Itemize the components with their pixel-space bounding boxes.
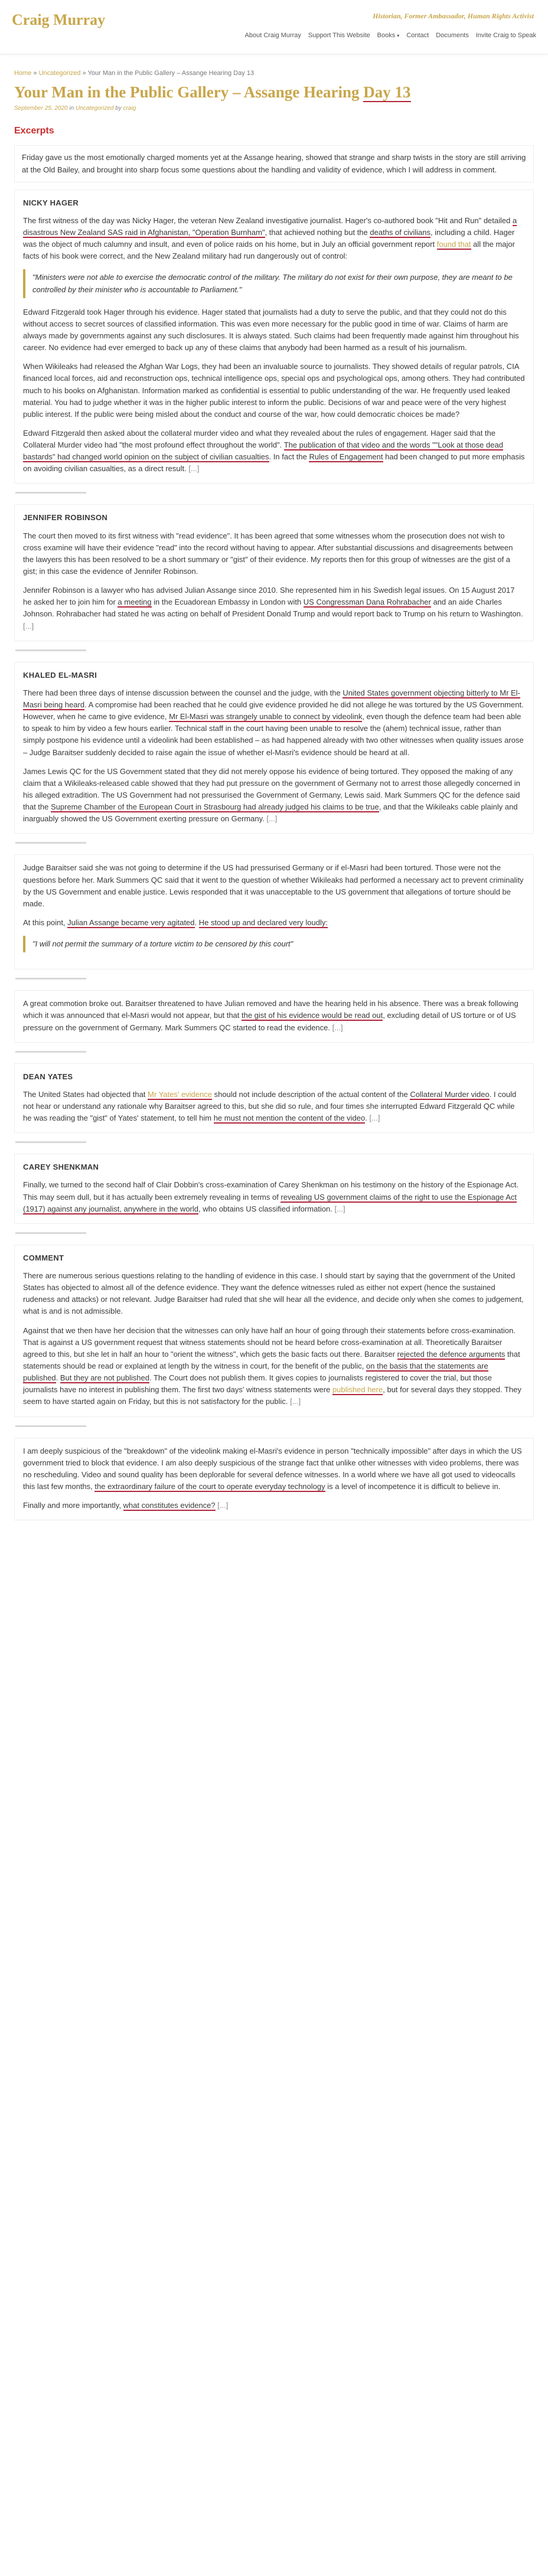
section-khaled-el-masri-continued	[14, 854, 534, 969]
page-title-day: Day 13	[363, 83, 411, 102]
text: . The Court does not publish them. It gives copies to journalists registered to cover the trial, but those journalists have no interest in publishing them. The first two days' witness statements were	[23, 1373, 492, 1395]
highlight-text: what constitutes evidence?	[123, 1501, 216, 1510]
blockquote: "Ministers were not able to exercise the democratic control of the military. The military do not exist for their own purpose, they are meant to be controlled by their minister who is accountable to Parliament."	[23, 269, 525, 298]
paragraph	[23, 687, 525, 759]
highlight-text: US Congressman Dana Rohrabacher	[303, 598, 431, 607]
text: , and that the Wikileaks cable plainly and inarguably showed the US Government exerting pressure on Germany.	[23, 802, 518, 824]
text: At this point,	[23, 918, 68, 927]
text: Jennifer Robinson is a lawyer who has advised Julian Assange since 2010. She represented him in his Swedish legal issues. On 15 August 2017 he asked her to join him for	[23, 586, 515, 607]
nav-about[interactable]: About Craig Murray	[244, 32, 301, 39]
meta-by-label: by	[115, 105, 122, 112]
section-heading: DEAN YATES	[23, 1072, 73, 1081]
intro-box	[14, 145, 534, 182]
site-tagline: Historian, Former Ambassador, Human Rights Activist	[373, 12, 534, 20]
text: , even though the defence team had been able to speak to him by video a few hours earlier. Technical staff in the court having been unable to resolve the (ahem) technical issue, rather than simply postpone his evidence until a videolink had been established – as had happened already with two other witnesses when quality issues arose – Judge Baraitser suddenly decided to raise again the issue of whether el-Masri's evidence should be heard at all.	[23, 712, 524, 757]
section-heading: COMMENT	[23, 1253, 64, 1262]
text: , including a child. Hager was the object of much calumny and insult, and even of police raids on his home, but in July an official government report	[23, 227, 515, 249]
paragraph	[23, 1325, 525, 1408]
text: The first witness of the day was Nicky Hager, the veteran New Zealand investigative journalist. Hager's co-authored book "Hit and Run" detailed	[23, 216, 513, 225]
nav-books[interactable]	[377, 31, 400, 41]
highlight-text: The publication of that video and the words ""Look at those dead bastards" had changed world opinion on the subject of civilian casualties	[23, 440, 503, 462]
text: in the Ecuadorean Embassy in London with	[151, 598, 304, 607]
paragraph	[23, 1445, 525, 1493]
highlight-link[interactable]: deaths of civilians	[370, 227, 431, 237]
text: , who obtains US classified information.	[198, 1204, 335, 1213]
text: , but for several days they stopped. They seem to have started again on Friday, but this is not satisfactory for the public.	[23, 1385, 521, 1406]
highlight-text: he must not mention the content of the video	[213, 1114, 366, 1123]
paragraph	[23, 1179, 525, 1214]
paragraph	[23, 1089, 525, 1124]
section-heading: KHALED EL-MASRI	[23, 670, 97, 680]
breadcrumb	[14, 68, 534, 79]
highlight-text: Supreme Chamber of the European Court in Strasbourg had already judged his claims to be true	[50, 802, 379, 812]
text: is a level of incompetence it is difficult to believe in.	[325, 1481, 501, 1491]
page-title-main: Your Man in the Public Gallery – Assange Hearing	[14, 83, 360, 102]
more-link[interactable]: [...]	[369, 1114, 380, 1123]
text: . In fact the	[269, 452, 309, 462]
text: had been changed to put more emphasis on avoiding civilian casualties, as a direct result.	[23, 452, 525, 474]
post-date[interactable]: September 25, 2020	[14, 105, 68, 112]
section-heading: CAREY SHENKMAN	[23, 1163, 99, 1172]
paragraph: When Wikileaks had released the Afghan War Logs, they had been an invaluable source to journalists. They showed details of regular patrols, CIA financed local forces, aid and reconstruction ops, technical intelligence ops, special ops and psychological ops, among others. They had contributed much to his books on Afghanistan. Information marked as confidential is essential to public understanding of the war. He frequently used leaked material. You had to judge whether it was in the higher public interest to inform the public. Decisions of war and peace were of the very highest public interest. If the public were being misled about the conduct and course of the war, how could democratic choices be made?	[23, 362, 525, 419]
paragraph: Judge Baraitser said she was not going to determine if the US had pressurised Germany or if el-Masri had been tortured. Those were not the questions before her. Mark Summers QC said that it went to the question of whether Wikileaks had performed a necessary act to prevent criminality by the US Government and enable justice. Lewis responded that it was unacceptable to the US government that allegations of torture should be made.	[23, 863, 524, 908]
post-category[interactable]: Uncategorized	[75, 105, 114, 112]
more-link[interactable]: [...]	[217, 1501, 229, 1510]
paragraph	[23, 585, 525, 632]
yates-evidence-link[interactable]: Mr Yates' evidence	[148, 1089, 212, 1099]
divider	[15, 1141, 86, 1143]
text: . I could not hear or understand any rationale why Baraitser agreed to this, but she did so rule, and four times she interrupted Edward Fitzgerald QC while he was reading the "gist" of Yates' statement, to tell him	[23, 1089, 517, 1123]
breadcrumb-separator: »	[33, 70, 37, 77]
text: There had been three days of intense discussion between the counsel and the judge, with the	[23, 688, 343, 697]
divider	[15, 1232, 86, 1234]
text: all the major facts of his book were correct, and the New Zealand military had run dangerously out of control:	[23, 240, 515, 261]
section-jennifer-robinson	[14, 504, 534, 641]
breadcrumb-category[interactable]: Uncategorized	[38, 70, 81, 77]
page-title	[14, 83, 534, 102]
highlight-text: Rules of Engagement	[309, 452, 383, 462]
text: I am deeply suspicious of the "breakdown" of the videolink making el-Masri's evidence in person "technically impossible" after days in which the US government tried to block that evidence. I am also deeply suspicious of the strange fact that unlike other witnesses with video problems, there was no rescheduling. Video and sound quality has been deplorable for several defence witnesses. In a world where we have all got used to videocalls this last few months,	[23, 1446, 522, 1491]
paragraph	[23, 766, 525, 825]
paragraph	[23, 998, 525, 1033]
highlight-text: He stood up and declared very loudly:	[198, 918, 328, 927]
paragraph: There are numerous serious questions relating to the handling of evidence in this case. I should start by saying that the government of the United States has objected to almost all of the defence evidence. They want the defence witnesses ruled as either not expert (hence the sustained rudeness and attacks) or not relevant. Judge Baraitser had ruled that she will hear all the evidence, and decide only when she comes to judgement, what is and is not admissible.	[23, 1271, 524, 1316]
meta-in-label: in	[69, 105, 74, 112]
highlight-link[interactable]: a disastrous New Zealand SAS raid in Afghanistan, "Operation Burnham"	[23, 216, 517, 237]
nav-support[interactable]: Support This Website	[308, 32, 370, 39]
more-link[interactable]: [...]	[266, 814, 278, 824]
more-link[interactable]: [...]	[188, 464, 200, 474]
text: . A compromise had been reached that he could give evidence provided he did not allege he was tortured by the US Government. However, when he came to give evidence,	[23, 700, 524, 721]
text: .	[194, 918, 199, 927]
text: , excluding detail of US torture or of US pressure on the government of Germany. Mark Summers QC started to read the evidence.	[23, 1011, 516, 1032]
site-title[interactable]: Craig Murray	[12, 11, 106, 28]
text: should not include description of the actual content of the	[211, 1089, 410, 1099]
breadcrumb-home[interactable]: Home	[14, 70, 32, 77]
excerpts-heading: Excerpts	[14, 125, 54, 136]
highlight-text: But they are not published	[60, 1373, 149, 1383]
nav-documents[interactable]: Documents	[436, 32, 469, 39]
paragraph	[23, 917, 525, 929]
section-dean-yates	[14, 1063, 534, 1134]
text: that statements should be read or explained at length by the witness in court, for the benefit of the public,	[23, 1349, 520, 1370]
section-khaled-el-masri-outcome	[14, 990, 534, 1042]
section-heading: NICKY HAGER	[23, 198, 79, 207]
highlight-text: rejected the defence arguments	[397, 1349, 505, 1359]
nav-invite[interactable]: Invite Craig to Speak	[475, 32, 536, 39]
divider	[15, 978, 86, 980]
paragraph: Edward Fitzgerald took Hager through his evidence. Hager stated that journalists had a duty to serve the public, and that they could not do this without access to secret sources of classified information. This was even more necessary for the public good in time of war. Claims of harm are always made by governments against any such disclosures. It is always stated. Such claims had been frequently made against him throughout his career. No evidence had ever emerged to back up any of these claims that anybody had been harmed as a result of his journalism.	[23, 307, 519, 352]
post-author[interactable]: craig	[123, 105, 136, 112]
section-comment-continued	[14, 1438, 534, 1521]
paragraph	[23, 427, 525, 475]
breadcrumb-separator: »	[82, 70, 86, 77]
highlight-text: revealing US government claims of the right to use the Espionage Act (1917) against any journalist, anywhere in the world	[23, 1192, 517, 1213]
text: .	[365, 1114, 370, 1123]
divider	[15, 649, 86, 651]
section-khaled-el-masri	[14, 662, 534, 834]
section-comment	[14, 1245, 534, 1417]
text: James Lewis QC for the US Government stated that they did not merely oppose his evidence of being tortured. They opposed the making of any claim that a Wikileaks-released cable showed that they had put pressure on the government of Germany not to arrest those allegedly concerned in his alleged extradition. The US Government had not pressurised the Government of Germany, Lewis said. Mark Summers QC for the defence said that the	[23, 766, 520, 812]
divider	[15, 492, 86, 494]
text: Finally, we turned to the second half of Clair Dobbin's cross-examination of Carey Shenkman on his testimony on the history of the Espionage Act. This may seem dull, but it has actually been extremely revealing in terms of	[23, 1180, 519, 1202]
found-that-link[interactable]: found that	[436, 240, 471, 249]
main-content	[12, 54, 536, 1544]
text: , that achieved nothing but the	[265, 227, 370, 237]
paragraph	[23, 215, 525, 263]
text: .	[56, 1373, 60, 1383]
text: The United States had objected that	[23, 1089, 148, 1099]
highlight-text: Collateral Murder video	[410, 1089, 490, 1099]
highlight-text: Mr El-Masri was strangely unable to connect by videolink	[169, 712, 363, 721]
text: Edward Fitzgerald then asked about the collateral murder video and what they revealed about the rules of engagement. Hager said that the Collateral Murder video had "the most profound effect throughout the world".	[23, 428, 495, 450]
more-link[interactable]: [...]	[332, 1023, 343, 1032]
highlight-text: the extraordinary failure of the court to operate everyday technology	[94, 1481, 325, 1491]
divider	[15, 842, 86, 844]
text: A great commotion broke out. Baraitser threatened to have Julian removed and have the hearing held in his absence. There was a break following which it was announced that el-Masri would not appear, but that	[23, 999, 518, 1020]
highlight-text: the gist of his evidence would be read out	[242, 1011, 383, 1020]
text: Finally and more importantly,	[23, 1501, 123, 1510]
paragraph: The court then moved to its first witness with "read evidence". It has been agreed that some witnesses whom the prosecution does not wish to cross examine will have their evidence "read" into the record without having to appear. After substantial discussions and disagreements between the lawyers this has been resolved to be a short summary or "gist" of their evidence. My reports then for this group of witnesses are the gist of a gist; in this case the evidence of Jennifer Robinson.	[23, 531, 513, 576]
blockquote: "I will not permit the summary of a torture victim to be censored by this court"	[23, 936, 525, 952]
highlight-text: on the basis that the statements are published	[23, 1361, 488, 1383]
nav-books-label: Books	[377, 32, 396, 39]
divider	[15, 1051, 86, 1053]
highlight-text: United States government objecting bitterly to Mr El-Masri being heard	[23, 688, 520, 710]
divider	[15, 1425, 86, 1427]
more-link[interactable]: [...]	[290, 1397, 301, 1406]
text: Against that we then have her decision that the witnesses can only have half an hour of going through their statements before cross-examination. That is against a US government request that witness statements should not be heard before cross-examination at all. Theoretically Baraitser agreed to this, but she let in half an hour to "orient the witness", which gets the basic facts out there. Baraitser	[23, 1325, 516, 1359]
highlight-text: Julian Assange became very agitated	[67, 918, 195, 927]
intro-paragraph: Friday gave us the most emotionally charged moments yet at the Assange hearing, showed that strange and sharp twists in the story are still arriving at the Old Bailey, and brought into sharp focus some questions about the handling and validity of evidence, which I will address in comment.	[22, 153, 526, 174]
paragraph	[23, 1500, 525, 1511]
nav-contact[interactable]: Contact	[406, 32, 429, 39]
breadcrumb-current: Your Man in the Public Gallery – Assange Hearing Day 13	[87, 70, 255, 77]
highlight-text: a meeting	[118, 598, 152, 607]
text: and an aide Charles Johnson. Rohrabacher had stated he was acting on behalf of President Donald Trump and would report back to Trump on his return to Washington.	[23, 598, 523, 619]
section-heading: JENNIFER ROBINSON	[23, 513, 108, 523]
entry-meta	[14, 104, 534, 113]
published-here-link[interactable]: published here	[332, 1385, 383, 1395]
more-link[interactable]: [...]	[23, 621, 34, 631]
site-header	[0, 0, 548, 54]
section-nicky-hager	[14, 190, 534, 484]
main-nav	[245, 31, 536, 41]
section-carey-shenkman	[14, 1154, 534, 1224]
more-link[interactable]: [...]	[334, 1204, 345, 1213]
chevron-down-icon: ▾	[397, 33, 400, 38]
